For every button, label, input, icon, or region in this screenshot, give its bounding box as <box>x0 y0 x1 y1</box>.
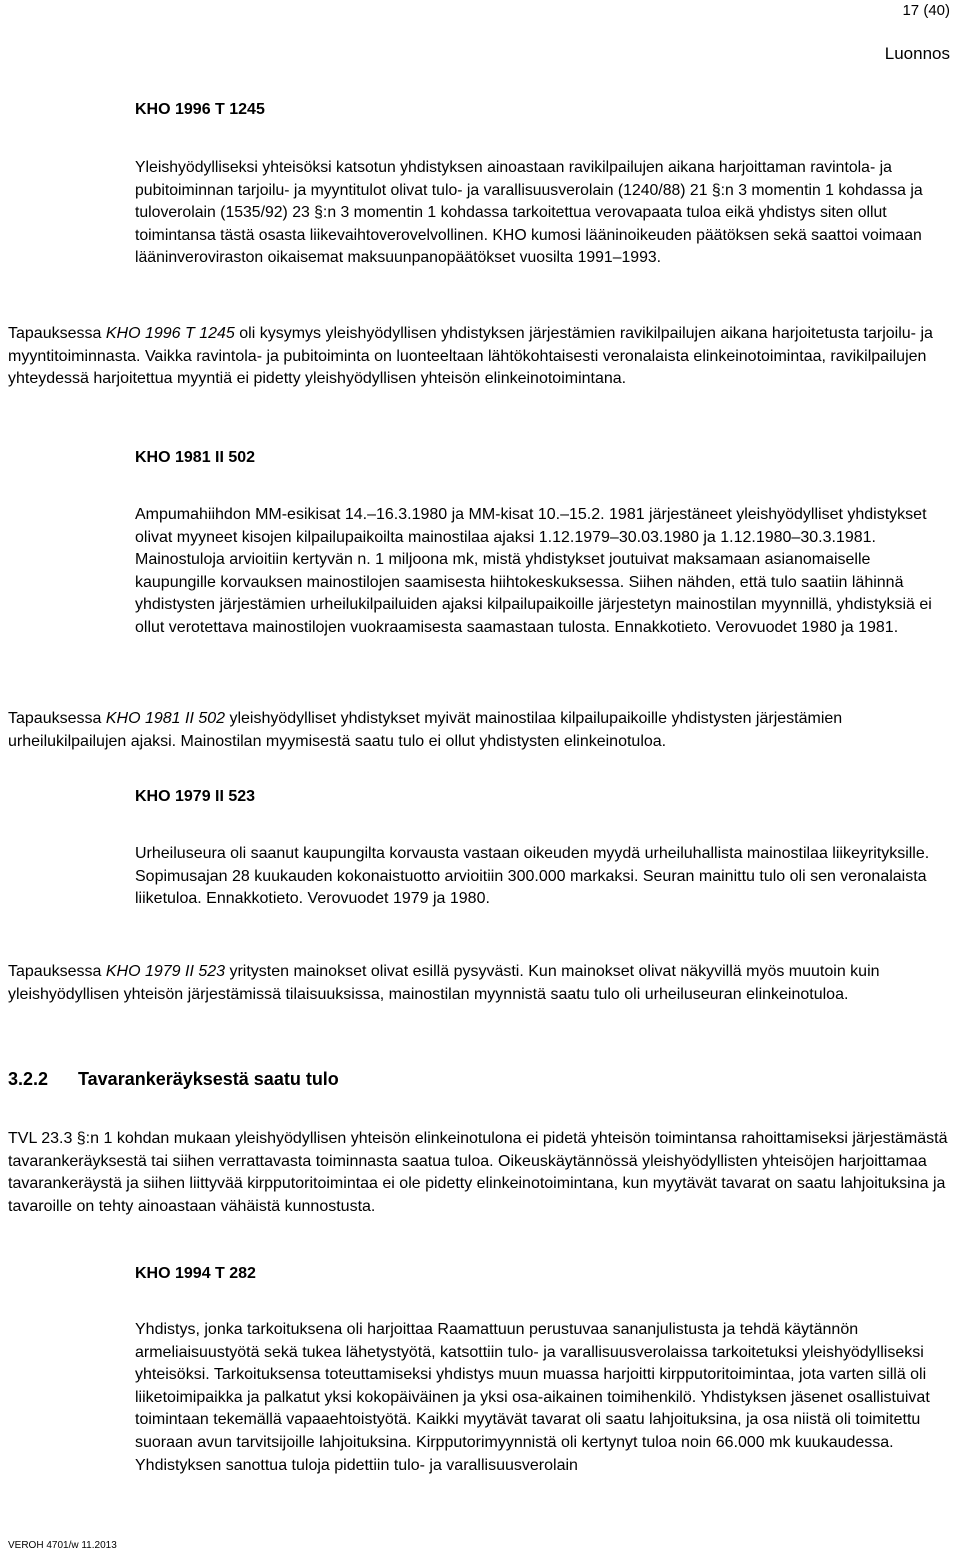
case-heading-kho-1979-ii-523: KHO 1979 II 523 <box>135 788 256 805</box>
case-summary-kho-1994: Yhdistys, jonka tarkoituksena oli harjoittaa Raamattuun perustuvaa sananjulistusta ja tehdä käytännön armeliaisuustyötä sekä tukea lähetystyötä, katsottiin tulo- ja varallisuusverolaissa tarkoitetuksi yleishyödylliseksi yhteisöksi. Tarkoituksensa toteuttamiseksi yhdistys muun muassa harjoitti kirpputoritoimintaa, jota varten sillä oli liiketoimipaikka ja palkatut yksi kokopäiväinen ja yksi osa-aikainen toimihenkilö. Yhdistyksen jäsenet osallistuivat toimintaan tekemällä vapaaehtoistyötä. Kaikki myytävät tavarat oli saatu lahjoituksina, ja osa niistä oli toimitettu suoraan avun tarvitsijoille lahjoituksina. Kirpputorimyynnistä oli kertynyt tuloa noin 66.000 mk kuukaudessa. Yhdistyksen sanottua tuloja pidettiin tulo- ja varallisuusverolain <box>135 1321 930 1474</box>
draft-label: Luonnos <box>884 44 950 63</box>
document-footer: VEROH 4701/w 11.2013 <box>8 1540 117 1551</box>
case-reference: KHO 1996 T 1245 <box>105 325 235 342</box>
case-heading-kho-1994-t-282: KHO 1994 T 282 <box>135 1265 256 1282</box>
case-heading-kho-1981-ii-502: KHO 1981 II 502 <box>135 449 256 466</box>
case-summary-kho-1996: Yleishyödylliseksi yhteisöksi katsotun yhdistyksen ainoastaan ravikilpailujen aikana harjoittaman ravintola- ja pubitoiminnan tarjoilu- ja myyntitulot olivat tulo- ja varallisuusverolain (1240/88) 21 §:n 3 momentin 1 kohdassa ja tuloverolain (1535/92) 23 §:n 3 momentin 1 kohdassa tarkoitettua verovapaata tuloa eikä yhdistys siten ollut toimintansa tästä osasta liikevaihtoverovelvollinen. KHO kumosi lääninoikeuden päätöksen sekä saattoi voimaan lääninveroviraston oikaisemat maksuunpanopäätökset vuosilta 1991–1993. <box>135 159 923 267</box>
section-body: TVL 23.3 §:n 1 kohdan mukaan yleishyödyllisen yhteisön elinkeinotulona ei pidetä yhteisön toimintansa rahoittamiseksi järjestämästä tavarankeräyksestä tai siihen verrattavasta toiminnasta saatua tuloa. Oikeuskäytännössä yleishyödyllisten yhteisöjen harjoittamaa tavarankeräystä ja siihen liittyvää kirpputoritoimintaa ei ole pidetty elinkeinotoimintana, kun myytävät tavarat on saatu lahjoituksina ja tavaroille on tehty ainoastaan vähäistä kunnostusta. <box>8 1130 948 1215</box>
case-reference: KHO 1979 II 523 <box>105 963 226 980</box>
case-commentary-kho-1981: Tapauksessa KHO 1981 II 502 yleishyödylliset yhdistykset myivät mainostilaa kilpailupaikoille yhdistysten järjestämien urheilukilpailujen ajaksi. Mainostilan myymisestä saatu tulo ei ollut yhdistysten elinkeinotuloa. <box>8 710 843 750</box>
case-summary-kho-1979: Urheiluseura oli saanut kaupungilta korvausta vastaan oikeuden myydä urheiluhallista mainostilaa liikeyrityksille. Sopimusajan 28 kuukauden kokonaistuotto arvioitiin 300.000 markaksi. Seuran mainittu tulo oli sen veronalaista liiketuloa. Ennakkotieto. Verovuodet 1979 ja 1980. <box>135 845 930 908</box>
case-heading-kho-1996-t-1245: KHO 1996 T 1245 <box>135 101 265 118</box>
section-title: Tavarankeräyksestä saatu tulo <box>78 1069 339 1089</box>
section-number: 3.2.2 <box>8 1069 49 1089</box>
case-summary-kho-1981: Ampumahiihdon MM-esikisat 14.–16.3.1980 ja MM-kisat 10.–15.2. 1981 järjestäneet yleishyödylliset yhdistykset olivat myyneet kisojen kilpailupaikoilta mainostilaa ajaksi 1.12.1979–30.03.1980 ja 1.12.1980–30.3.1981. Mainostuloja arvioitiin kertyvän n. 1 miljoona mk, mistä yhdistykset joutuivat maksamaan asianomaiselle kaupungille korvauksen mainostilojen saamisesta hiihtokeskuksessa. Siihen nähden, että tulo saatiin lähinnä yhdistysten järjestämien urheilukilpailuiden ajaksi kilpailupaikoille järjestetyn mainostilan myynnillä, yhdistyksiä ei ollut verotettava mainostilojen vuokraamisesta saamastaan tulosta. Ennakkotieto. Verovuodet 1980 ja 1981. <box>135 506 932 636</box>
case-commentary-kho-1979: Tapauksessa KHO 1979 II 523 yritysten mainokset olivat esillä pysyvästi. Kun mainokset olivat näkyvillä myös muutoin kuin yleishyödyllisen yhteisön järjestämissä tilaisuuksissa, mainostilan myynnistä saatu tulo oli urheiluseuran elinkeinotuloa. <box>8 963 880 1003</box>
case-reference: KHO 1981 II 502 <box>105 710 226 727</box>
page-number: 17 (40) <box>902 2 950 19</box>
case-commentary-kho-1996: Tapauksessa KHO 1996 T 1245 oli kysymys yleishyödyllisen yhdistyksen järjestämien ravikilpailujen aikana harjoitetusta tarjoilu- ja myyntitoiminnasta. Vaikka ravintola- ja pubitoiminta on luonteeltaan lähtökohtaisesti veronalaista elinkeinotoimintaa, ravikilpailujen yhteydessä harjoitettua myyntiä ei pidetty yleishyödyllisen yhteisön elinkeinotoimintana. <box>8 325 933 388</box>
